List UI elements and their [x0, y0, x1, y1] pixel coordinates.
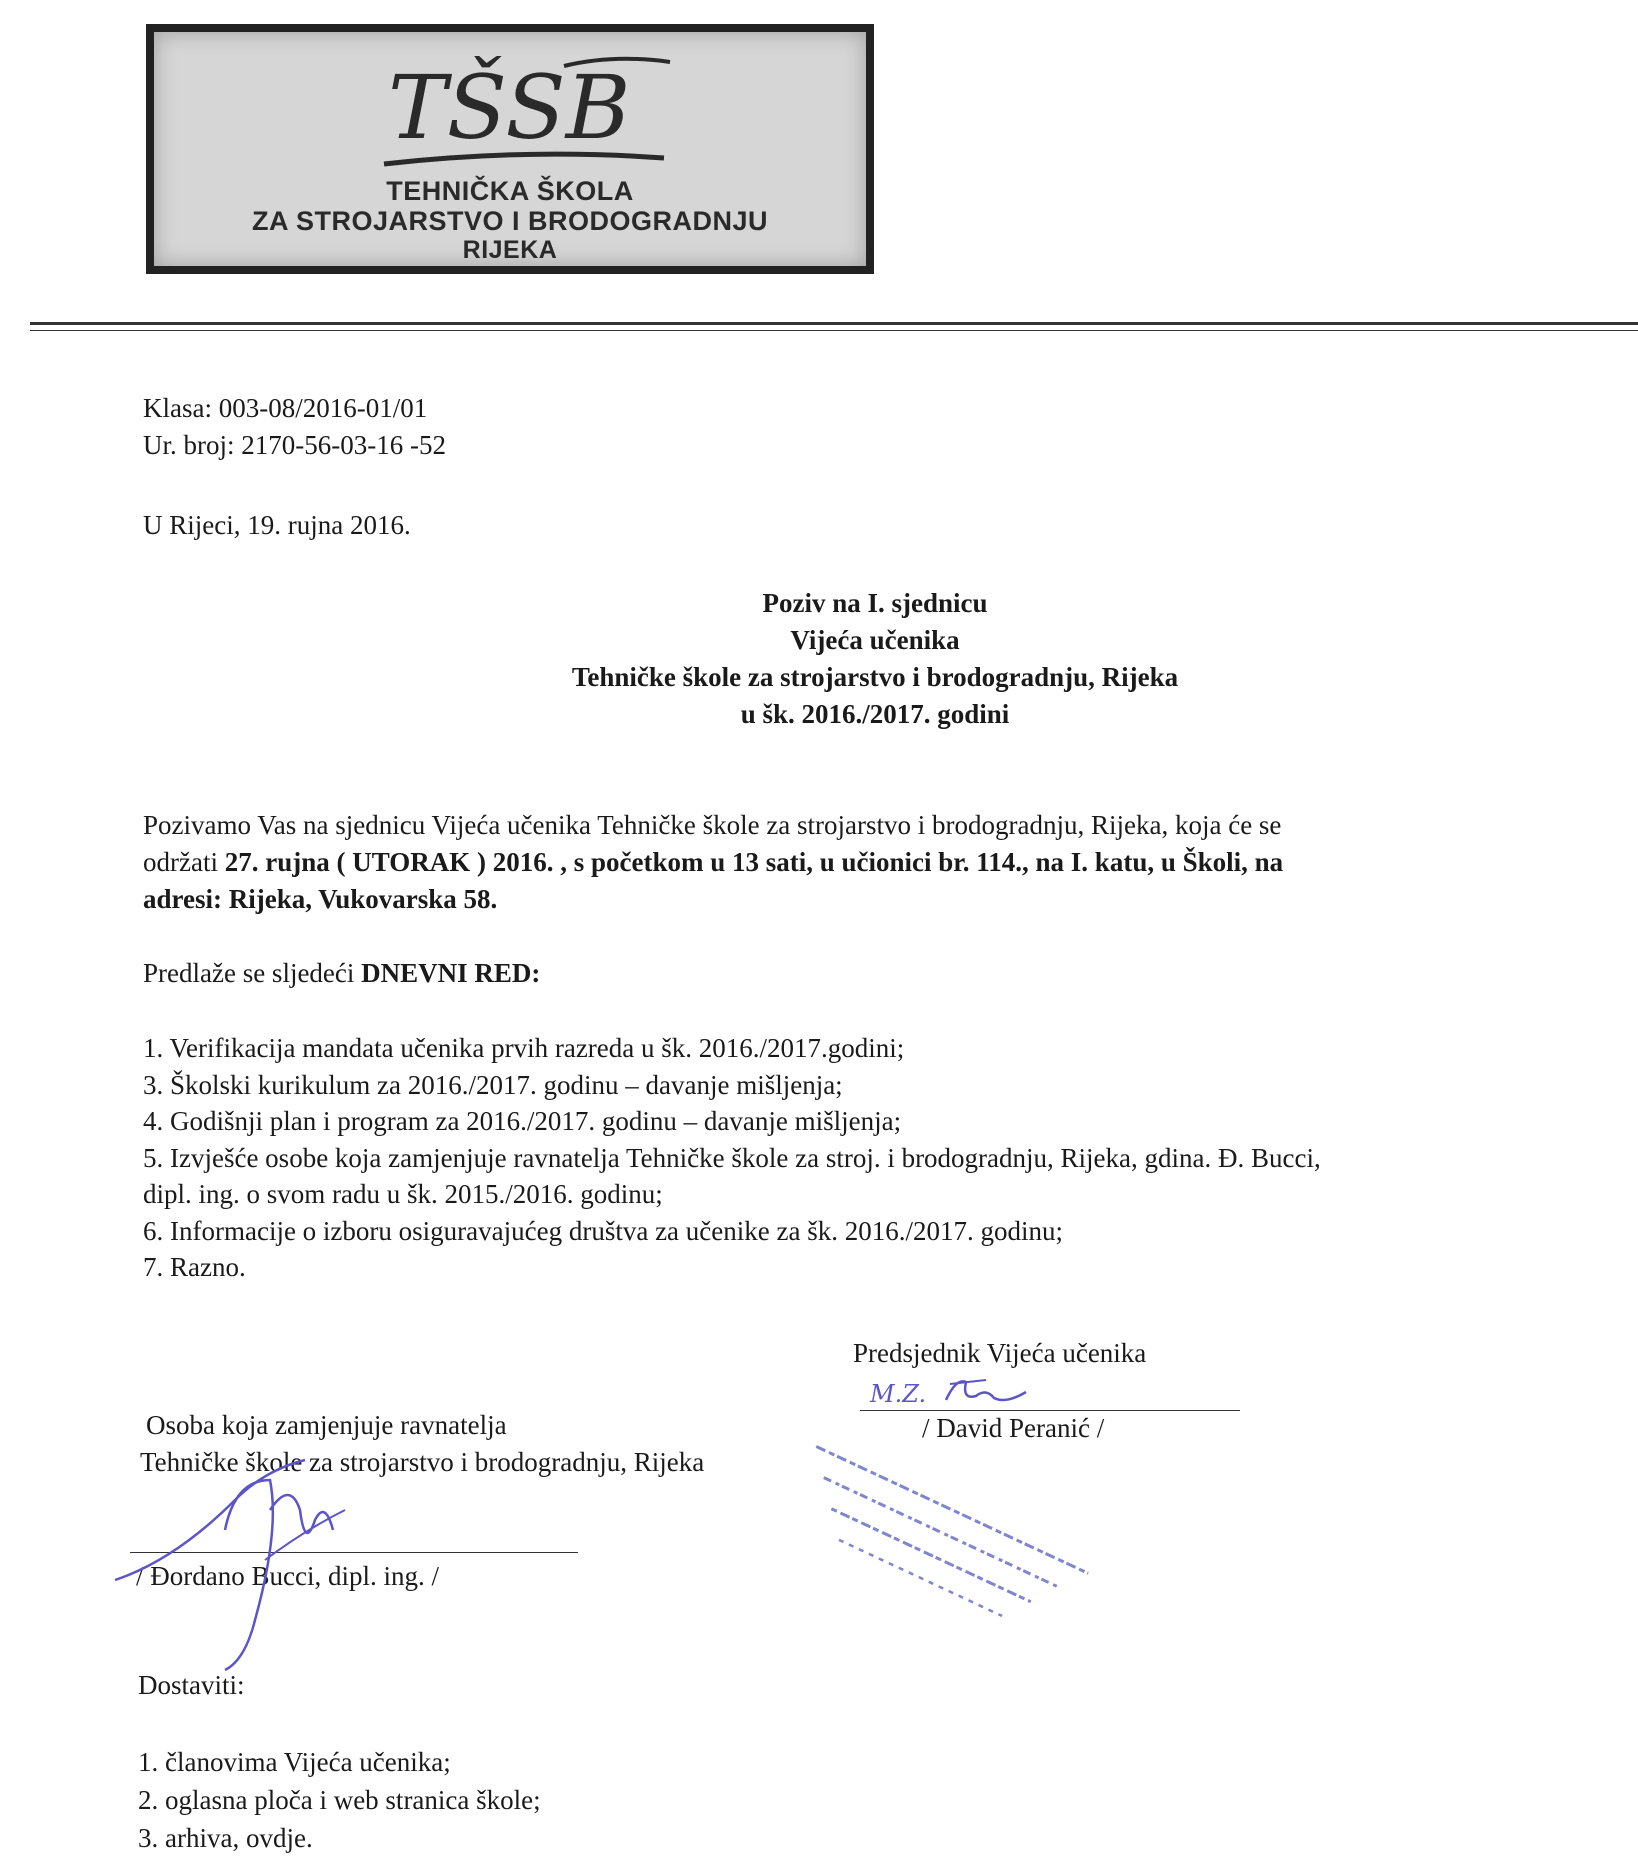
letterhead-line-1: TEHNIČKA ŠKOLA [386, 176, 634, 206]
document-title [0, 585, 1638, 733]
place-and-date: U Rijeci, 19. rujna 2016. [143, 510, 411, 540]
agenda-heading: DNEVNI RED: [361, 958, 541, 988]
agenda-list [143, 1030, 1613, 1286]
president-title: Predsjednik Vijeća učenika [853, 1338, 1147, 1368]
title-line-4: u šk. 2016./2017. godini [740, 699, 1010, 729]
distribution-list [138, 1743, 541, 1857]
agenda-intro-text: Predlaže se sljedeći [143, 958, 362, 988]
meeting-address: adresi: Rijeka, Vukovarska 58. [143, 884, 498, 914]
deputy-title-line-1: Osoba koja zamjenjuje ravnatelja [146, 1410, 507, 1440]
deputy-title-line-2: Tehničke škole za strojarstvo i brodogradnju, Rijeka [140, 1447, 705, 1477]
invitation-paragraph [143, 807, 1603, 918]
title-line-3: Tehničke škole za strojarstvo i brodogradnju, Rijeka [571, 662, 1179, 692]
header-rule-thin [30, 330, 1638, 331]
distribution-item: 3. arhiva, ovdje. [138, 1823, 313, 1853]
agenda-item: 6. Informacije o izboru osiguravajućeg društva za učenike za šk. 2016./2017. godinu; [143, 1215, 1063, 1246]
distribution-label: Dostaviti: [138, 1670, 245, 1700]
agenda-item-continuation: dipl. ing. o svom radu u šk. 2015./2016. godinu; [143, 1179, 663, 1209]
letterhead-logo-box [146, 24, 874, 274]
klasa-number: Klasa: 003-08/2016-01/01 [143, 393, 428, 423]
distribution-item: 1. članovima Vijeća učenika; [138, 1747, 451, 1777]
registry-number: Ur. broj: 2170-56-03-16 -52 [143, 430, 446, 460]
school-logo-letters: TŠSB [388, 56, 631, 159]
title-line-2: Vijeća učenika [790, 625, 960, 655]
school-logo-mark [374, 46, 674, 176]
body-line-1: Pozivamo Vas na sjednicu Vijeća učenika Tehničke škole za strojarstvo i brodogradnju, Rijeka, koja će se [143, 810, 1282, 840]
letterhead-line-3: RIJEKA [462, 236, 558, 264]
agenda-item: 5. Izvješće osobe koja zamjenjuje ravnatelja Tehničke škole za stroj. i brodogradnju, Rijeka, gdina. Đ. Bucci, [143, 1142, 1321, 1173]
agenda-item: 7. Razno. [143, 1252, 246, 1282]
letterhead-line-2: ZA STROJARSTVO I BRODOGRADNJU [251, 206, 769, 236]
agenda-item: 3. Školski kurikulum za 2016./2017. godinu – davanje mišljenja; [143, 1069, 843, 1100]
deputy-name: / Đordano Bucci, dipl. ing. / [136, 1561, 439, 1591]
letterhead-logo-panel [154, 32, 866, 266]
body-line-2-prefix: održati [143, 847, 225, 877]
title-line-1: Poziv na I. sjednicu [762, 588, 988, 618]
school-stamp [770, 1415, 1100, 1655]
agenda-intro [143, 955, 540, 991]
body-line-2 [143, 844, 1603, 881]
deputy-signature [105, 1440, 435, 1680]
agenda-item: 4. Godišnji plan i program za 2016./2017. godinu – davanje mišljenja; [143, 1106, 902, 1136]
agenda-item: 1. Verifikacija mandata učenika prvih razreda u šk. 2016./2017.godini; [143, 1033, 905, 1063]
header-rule-thick [30, 322, 1638, 325]
distribution-item: 2. oglasna ploča i web stranica škole; [138, 1785, 541, 1815]
president-name: / David Peranić / [922, 1413, 1105, 1443]
president-handwriting: M.Z. [870, 1380, 927, 1408]
meeting-details: 27. rujna ( UTORAK ) 2016. , s početkom u 13 sati, u učionici br. 114., na I. katu, u Školi, na [224, 847, 1284, 877]
